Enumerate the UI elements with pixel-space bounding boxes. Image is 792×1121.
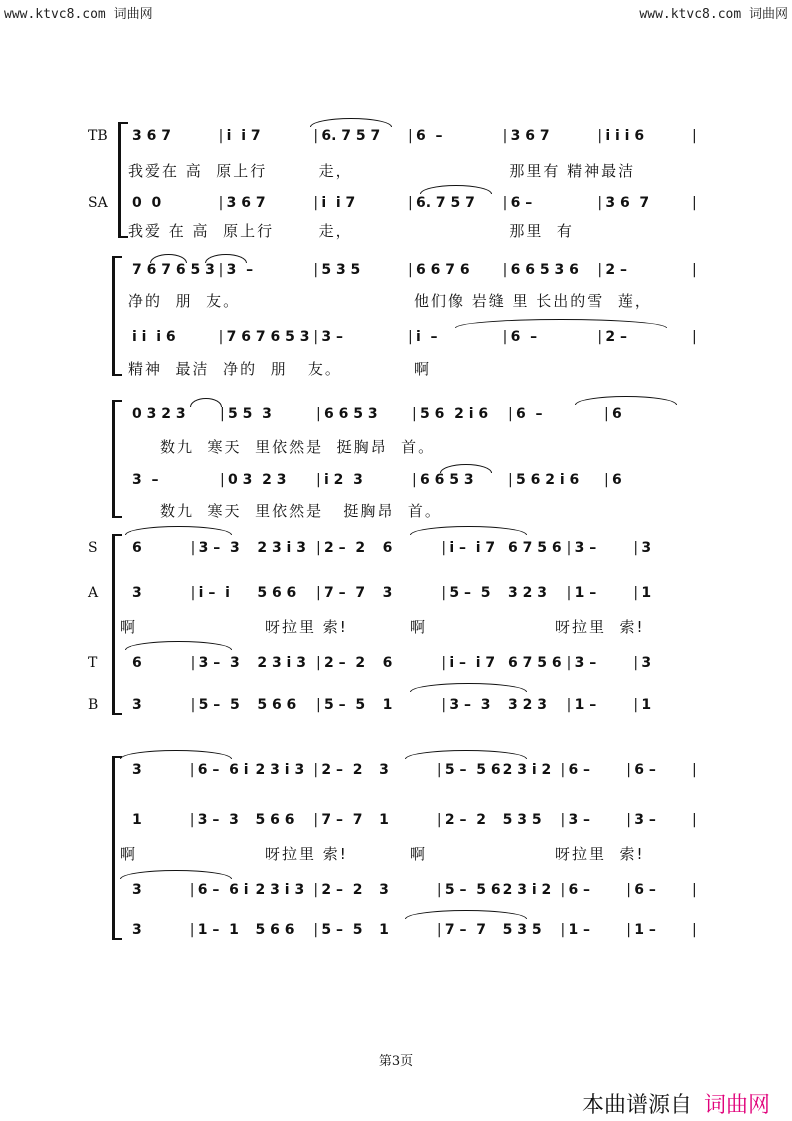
barline: | (189, 882, 195, 898)
note-group: 5 3 5 (321, 262, 361, 278)
note-group: 0 3 2 3 (132, 406, 186, 422)
note-group: 3 2 3 (508, 697, 547, 713)
lyric-row (0, 616, 792, 636)
lyric-row (0, 436, 792, 456)
note-group: 3 6 7 (510, 128, 550, 144)
note-group: 3 2 3 (508, 585, 547, 601)
note-group: 0 3 2 3 (228, 472, 287, 488)
note-group: 5 – 5 (198, 697, 240, 713)
barline: | (408, 262, 413, 278)
note-group: 5 6 2 i 6 (516, 472, 580, 488)
note-group: i i 7 (321, 195, 356, 211)
barline: | (436, 922, 442, 938)
lyric-text: 呀拉里 索! (265, 618, 348, 636)
barline: | (626, 922, 631, 938)
note-group: 6 6 7 6 (416, 262, 470, 278)
note-group: 3 – (634, 812, 656, 828)
lyric-text: 走， (318, 222, 353, 240)
note-group: 1 (382, 697, 393, 713)
note-group: 6 – 6 i (197, 882, 249, 898)
note-group: 7 6 7 6 5 3 (226, 329, 310, 345)
notation-row (0, 812, 792, 832)
note-group: i i i 6 (605, 128, 645, 144)
barline: | (316, 406, 321, 422)
barline: | (597, 195, 603, 211)
barline: | (508, 472, 513, 488)
barline: | (566, 655, 572, 671)
note-group: 7 – 7 (321, 812, 363, 828)
barline: | (566, 585, 572, 601)
note-group: 3 (132, 922, 142, 938)
barline: | (441, 697, 447, 713)
part-label: B (88, 697, 99, 713)
barline: | (313, 262, 319, 278)
lyric-row (0, 500, 792, 520)
note-group: 6 (382, 655, 393, 671)
note-group: 6 (612, 472, 622, 488)
slur-mark (125, 526, 232, 535)
note-group: 6 – (416, 128, 443, 144)
note-group: 3 – (574, 655, 597, 671)
barline: | (316, 585, 321, 601)
barline: | (560, 882, 566, 898)
note-group: 6 – (510, 329, 538, 345)
barline: | (441, 655, 447, 671)
note-group: 2 – 2 (444, 812, 486, 828)
note-group: 1 (641, 585, 652, 601)
barline: | (316, 655, 321, 671)
watermark-right: www.ktvc8.com 词曲网 (639, 7, 788, 22)
barline: | (408, 329, 413, 345)
note-group: 5 6 6 (255, 922, 295, 938)
note-group: 2 – (605, 262, 627, 278)
note-group: 6 – (634, 882, 656, 898)
notation-row (0, 262, 792, 282)
note-group: i i i 6 (132, 329, 176, 345)
lyric-row (0, 290, 792, 310)
barline: | (189, 812, 195, 828)
note-group: 7 – 7 (444, 922, 486, 938)
note-group: 3 – (132, 472, 159, 488)
barline: | (441, 540, 447, 556)
slur-mark (410, 526, 527, 535)
note-group: 2 3 i 3 (257, 655, 306, 671)
barline: | (502, 329, 508, 345)
brand-text: 本曲谱源自 (581, 1093, 692, 1118)
note-group: 6. 7 5 7 (416, 195, 475, 211)
note-group: i – i 7 (449, 655, 496, 671)
barline: | (412, 406, 417, 422)
note-group: 1 – (634, 922, 656, 938)
note-group: 3 6 7 (226, 195, 266, 211)
lyric-row (0, 358, 792, 378)
part-label: T (88, 655, 98, 671)
barline: | (313, 922, 319, 938)
barline: | (692, 262, 697, 278)
barline: | (436, 882, 442, 898)
note-group: 5 – 5 (449, 585, 491, 601)
notation-row (0, 472, 792, 492)
note-group: 1 (379, 812, 389, 828)
barline: | (566, 697, 572, 713)
notation-row (0, 329, 792, 349)
barline: | (189, 922, 195, 938)
barline: | (692, 128, 697, 144)
lyric-text: 那里 有 (509, 222, 574, 240)
lyric-row (0, 220, 792, 240)
slur-mark (405, 750, 527, 759)
note-group: 3 – (226, 262, 254, 278)
note-group: 5 3 5 (502, 922, 542, 938)
barline: | (313, 762, 319, 778)
note-group: 2 3 i 2 (502, 762, 552, 778)
slur-mark (310, 118, 392, 127)
barline: | (316, 540, 321, 556)
barline: | (218, 195, 224, 211)
note-group: 6 6 5 3 (420, 472, 474, 488)
lyric-text: 净的 朋 友。 (128, 292, 241, 310)
barline: | (566, 540, 572, 556)
lyric-text: 呀拉里 索! (555, 845, 645, 863)
notation-row (0, 697, 792, 717)
note-group: i i 7 (226, 128, 261, 144)
lyric-text: 我爱 在 高 原上行 (128, 222, 275, 240)
barline: | (190, 655, 196, 671)
slur-mark (575, 396, 677, 405)
note-group: 5 – 5 (324, 697, 366, 713)
slur-mark (205, 254, 247, 263)
notation-row (0, 882, 792, 902)
note-group: 5 6 2 i 6 (420, 406, 489, 422)
note-group: 6 7 5 6 (508, 540, 562, 556)
barline: | (560, 812, 566, 828)
barline: | (692, 762, 697, 778)
barline: | (633, 697, 639, 713)
brand-site: 词曲网 (703, 1093, 770, 1118)
lyric-text: 精神 最洁 净的 朋 友。 (128, 360, 342, 378)
note-group: 3 6 7 (132, 128, 171, 144)
barline: | (313, 812, 319, 828)
note-group: 3 (132, 762, 142, 778)
note-group: 2 3 i 3 (255, 762, 305, 778)
barline: | (220, 472, 225, 488)
note-group: 3 – 3 (198, 655, 240, 671)
slur-mark (150, 254, 187, 263)
barline: | (441, 585, 447, 601)
barline: | (560, 922, 566, 938)
slur-mark (120, 870, 232, 879)
barline: | (408, 128, 413, 144)
note-group: 6 (382, 540, 393, 556)
barline: | (502, 128, 508, 144)
barline: | (626, 882, 631, 898)
barline: | (218, 262, 224, 278)
note-group: 2 – 2 (321, 882, 363, 898)
notation-row (0, 540, 792, 560)
barline: | (692, 922, 697, 938)
lyric-text: 他们像 岩缝 里 长出的雪 莲， (414, 292, 652, 310)
lyric-text: 数九 寒天 里依然是 挺胸昂 首。 (160, 438, 436, 456)
note-group: 5 6 6 (257, 697, 297, 713)
note-group: 1 (379, 922, 389, 938)
note-group: 6 – 6 i (197, 762, 249, 778)
note-group: 5 – 5 (321, 922, 363, 938)
barline: | (313, 882, 319, 898)
note-group: 1 – (574, 697, 597, 713)
part-label: TB (88, 128, 108, 144)
note-group: 3 – 3 (198, 540, 240, 556)
note-group: 2 – 2 (324, 655, 366, 671)
page-number: 第3页 (378, 1054, 414, 1069)
note-group: 2 3 i 2 (502, 882, 552, 898)
note-group: 3 (641, 655, 652, 671)
note-group: 6 7 5 6 (508, 655, 562, 671)
slur-mark (410, 683, 527, 692)
lyric-text: 呀拉里 索! (555, 618, 645, 636)
note-group: 1 – (574, 585, 597, 601)
barline: | (626, 812, 631, 828)
note-group: 3 – 3 (449, 697, 491, 713)
notation-row (0, 922, 792, 942)
note-group: i 2 3 (324, 472, 363, 488)
notation-row (0, 406, 792, 426)
note-group: 3 – (321, 329, 343, 345)
note-group: 5 – 5 6 (444, 762, 501, 778)
note-group: 0 0 (132, 195, 162, 211)
lyric-text: 啊 (410, 845, 428, 863)
slur-mark (440, 464, 492, 473)
note-group: 6 – (516, 406, 543, 422)
barline: | (316, 697, 321, 713)
note-group: 5 6 6 (257, 585, 297, 601)
note-group: 6 – (510, 195, 533, 211)
notation-row (0, 585, 792, 605)
brand-footer (582, 1088, 770, 1119)
barline: | (597, 329, 603, 345)
barline: | (190, 585, 196, 601)
barline: | (633, 585, 639, 601)
note-group: 5 6 6 (255, 812, 295, 828)
barline: | (692, 329, 697, 345)
lyric-text: 我爱在 高 原上行 (128, 162, 268, 180)
barline: | (313, 195, 319, 211)
note-group: 1 – 1 (197, 922, 239, 938)
barline: | (597, 128, 603, 144)
barline: | (633, 540, 639, 556)
barline: | (313, 329, 319, 345)
barline: | (220, 406, 225, 422)
note-group: 3 (379, 882, 389, 898)
note-group: 2 – (605, 329, 627, 345)
barline: | (316, 472, 321, 488)
barline: | (412, 472, 417, 488)
lyric-text: 啊 (410, 618, 428, 636)
notation-row (0, 655, 792, 675)
barline: | (436, 762, 442, 778)
barline: | (502, 195, 508, 211)
notation-row (0, 128, 792, 148)
note-group: i – i (198, 585, 230, 601)
slur-mark (405, 910, 527, 919)
note-group: 5 3 5 (502, 812, 542, 828)
note-group: 5 5 3 (228, 406, 272, 422)
note-group: 2 3 i 3 (257, 540, 306, 556)
note-group: 3 (641, 540, 652, 556)
slur-mark (420, 185, 492, 194)
slur-mark (190, 398, 222, 407)
barline: | (692, 195, 697, 211)
note-group: 6 – (634, 762, 656, 778)
barline: | (633, 655, 639, 671)
lyric-row (0, 160, 792, 180)
note-group: 6 6 5 3 6 (510, 262, 579, 278)
note-group: 3 6 7 (605, 195, 650, 211)
notation-row (0, 762, 792, 782)
note-group: 2 – 2 (321, 762, 363, 778)
note-group: 3 (382, 585, 393, 601)
lyric-text: 走， (318, 162, 353, 180)
note-group: 6 6 5 3 (324, 406, 378, 422)
lyric-text: 呀拉里 索! (265, 845, 348, 863)
barline: | (436, 812, 442, 828)
lyric-text: 啊 (414, 360, 432, 378)
note-group: 6 – (568, 762, 591, 778)
note-group: 3 (132, 585, 142, 601)
note-group: 3 (132, 697, 142, 713)
part-label: A (88, 585, 99, 601)
lyric-row (0, 843, 792, 863)
note-group: 3 (379, 762, 389, 778)
lyric-text: 那里有 精神最洁 (509, 162, 636, 180)
watermark-left: www.ktvc8.com 词曲网 (4, 7, 153, 22)
barline: | (218, 329, 224, 345)
note-group: 6 (612, 406, 622, 422)
note-group: 1 (641, 697, 652, 713)
barline: | (692, 812, 697, 828)
note-group: 3 – (574, 540, 597, 556)
part-label: S (88, 540, 98, 556)
slur-mark (120, 750, 232, 759)
barline: | (190, 540, 196, 556)
lyric-text: 啊 (120, 618, 138, 636)
part-label: SA (88, 195, 108, 211)
note-group: 2 – 2 (324, 540, 366, 556)
barline: | (692, 882, 697, 898)
barline: | (313, 128, 319, 144)
barline: | (502, 262, 508, 278)
barline: | (190, 697, 196, 713)
note-group: 6 – (568, 882, 591, 898)
note-group: 2 3 i 3 (255, 882, 305, 898)
slur-mark (125, 641, 232, 650)
note-group: i – (416, 329, 438, 345)
note-group: 1 – (568, 922, 591, 938)
barline: | (626, 762, 631, 778)
note-group: 3 – 3 (197, 812, 239, 828)
note-group: 6 (132, 655, 142, 671)
barline: | (604, 472, 609, 488)
barline: | (508, 406, 513, 422)
note-group: 7 6 7 6 5 3 (132, 262, 215, 278)
barline: | (408, 195, 413, 211)
lyric-text: 啊 (120, 845, 138, 863)
note-group: 3 (132, 882, 142, 898)
note-group: 7 – 7 (324, 585, 366, 601)
lyric-text: 数九 寒天 里依然是 挺胸昂 首。 (160, 502, 442, 520)
note-group: 3 – (568, 812, 591, 828)
notation-row (0, 195, 792, 215)
barline: | (597, 262, 603, 278)
barline: | (560, 762, 566, 778)
note-group: 6. 7 5 7 (321, 128, 381, 144)
barline: | (218, 128, 224, 144)
barline: | (189, 762, 195, 778)
slur-mark (455, 319, 667, 328)
note-group: 5 – 5 6 (444, 882, 501, 898)
note-group: i – i 7 (449, 540, 496, 556)
barline: | (604, 406, 609, 422)
note-group: 6 (132, 540, 142, 556)
note-group: 1 (132, 812, 142, 828)
